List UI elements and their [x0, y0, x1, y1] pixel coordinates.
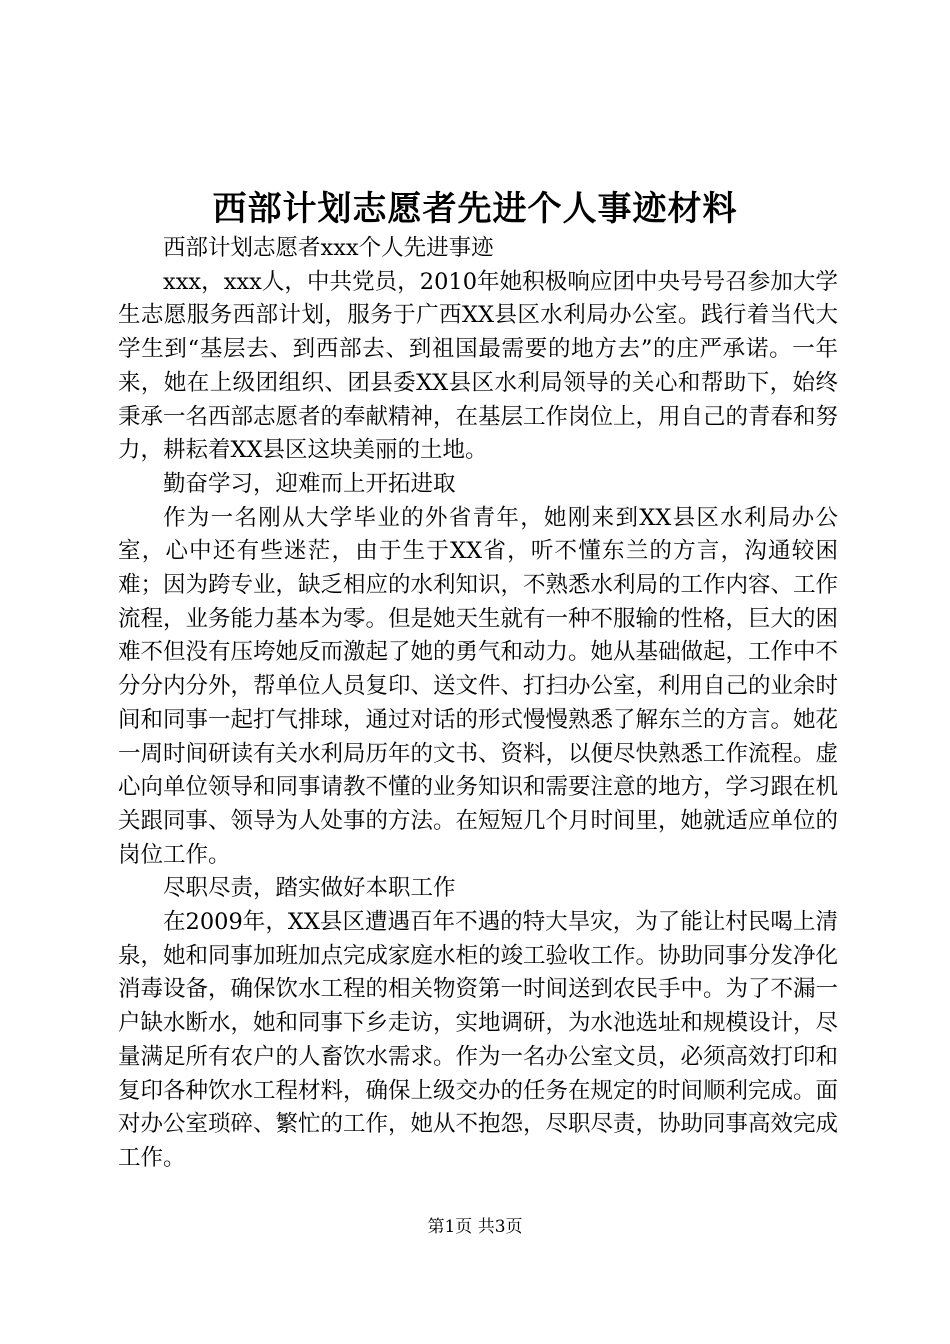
intro-paragraph: xxx，xxx人，中共党员，2010年她积极响应团中央号号召参加大学生志愿服务西部计划，服务于广西XX县区水利局办公室。践行着当代大学生到“基层去、到西部去、到祖国最需要的地方去”的庄严承诺。一年来，她在上级团组织、团县委XX县区水利局领导的关心和帮助下，始终秉承一名西部志愿者的奉献精神，在基层工作岗位上，用自己的青春和努力，耕耘着XX县区这块美丽的土地。	[118, 268, 839, 464]
document-title: 西部计划志愿者先进个人事迹材料	[212, 189, 738, 229]
subtitle-paragraph: 西部计划志愿者xxx个人先进事迹	[163, 235, 494, 261]
page-footer: 第1页 共3页	[427, 1217, 523, 1237]
document-body	[118, 232, 838, 1176]
section-heading-study: 勤奋学习，迎难而上开拓进取	[163, 470, 456, 497]
section-heading-duty: 尽职尽责，踏实做好本职工作	[163, 875, 456, 902]
study-paragraph: 作为一名刚从大学毕业的外省青年，她刚来到XX县区水利局办公室，心中还有些迷茫，由于生于XX省，听不懂东兰的方言，沟通较困难；因为跨专业，缺乏相应的水利知识，不熟悉水利局的工作内容、工作流程，业务能力基本为零。但是她天生就有一种不服输的性格，巨大的困难不但没有压垮她反而激起了她的勇气和动力。她从基础做起，工作中不分分内分外，帮单位人员复印、送文件、打扫办公室，利用自己的业余时间和同事一起打气排球，通过对话的形式慢慢熟悉了解东兰的方言。她花一周时间研读有关水利局历年的文书、资料，以便尽快熟悉工作流程。虚心向单位领导和同事请教不懂的业务知识和需要注意的地方，学习跟在机关跟同事、领导为人处事的方法。在短短几个月时间里，她就适应单位的岗位工作。	[118, 504, 839, 868]
duty-paragraph: 在2009年，XX县区遭遇百年不遇的特大旱灾，为了能让村民喝上清泉，她和同事加班加点完成家庭水柜的竣工验收工作。协助同事分发净化消毒设备，确保饮水工程的相关物资第一时间送到农民手中。为了不漏一户缺水断水，她和同事下乡走访，实地调研，为水池选址和规模设计，尽量满足所有农户的人畜饮水需求。作为一名办公室文员，必须高效打印和复印各种饮水工程材料，确保上级交办的任务在规定的时间顺利完成。面对办公室琐碎、繁忙的工作，她从不抱怨，尽职尽责，协助同事高效完成工作。	[118, 909, 839, 1171]
